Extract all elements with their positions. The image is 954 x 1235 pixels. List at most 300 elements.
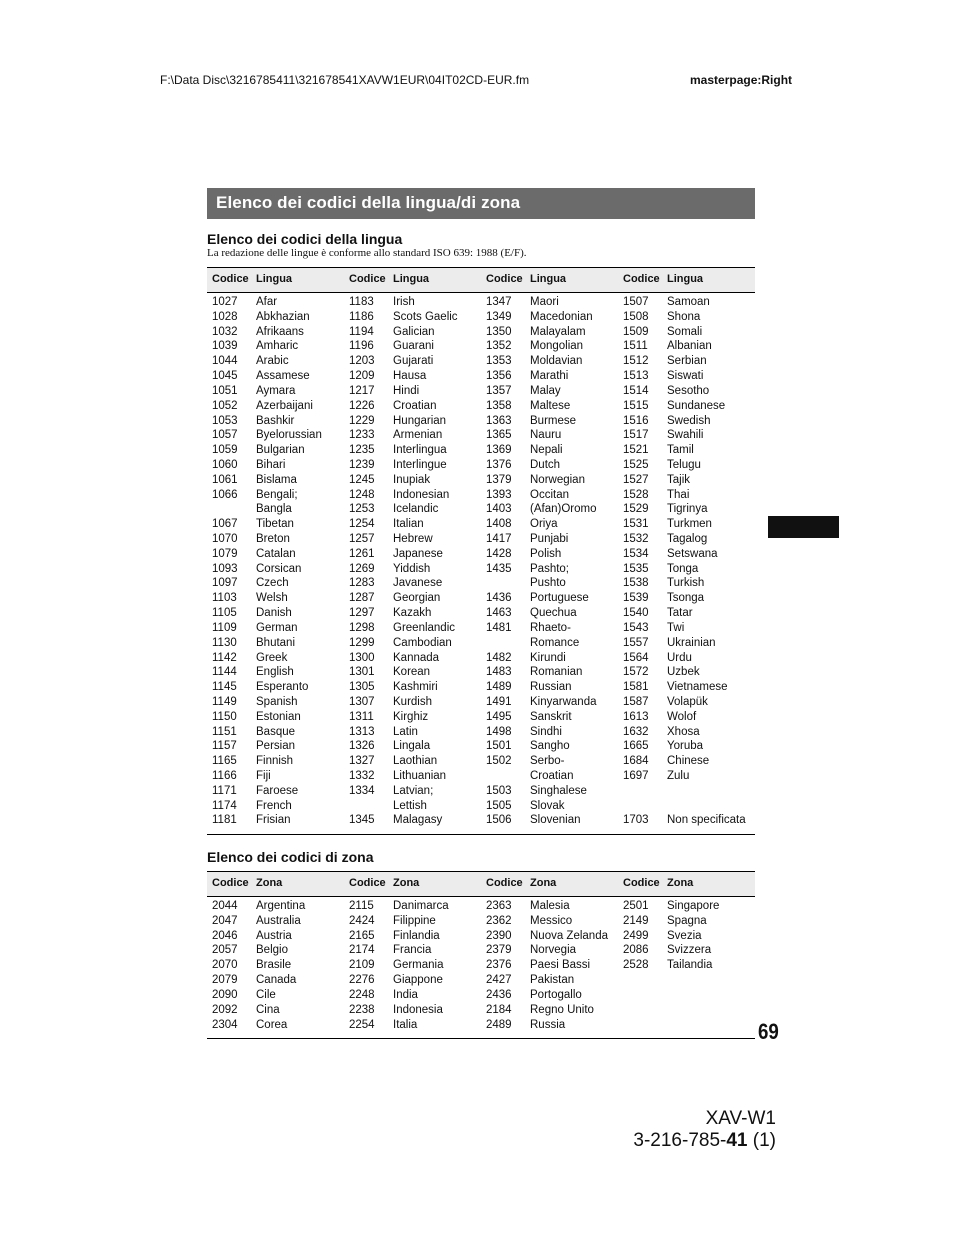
name-cell: Brasile [256,959,292,972]
name-cell: Greenlandic [393,621,456,634]
code-cell: 1564 [623,651,649,664]
name-cell: Regno Unito [530,1003,594,1016]
code-cell: 1347 [486,296,512,308]
code-cell: 1253 [349,503,375,516]
code-cell: 1103 [212,592,237,605]
code-cell: 1463 [486,607,512,620]
code-cell: 1511 [623,340,648,353]
name-cell: Swedish [667,414,711,427]
code-cell: 1217 [349,384,375,397]
code-cell: 1066 [212,488,238,501]
name-cell: Breton [256,533,290,545]
name-cell: Italia [393,1018,418,1031]
name-cell: Corsican [256,562,302,575]
code-cell: 2057 [212,944,238,957]
name-cell: German [256,621,298,634]
column-header-code: Codice [623,877,660,889]
name-cell: Laothian [393,755,438,768]
column-header-name: Zona [393,877,420,889]
code-cell: 1233 [349,429,375,442]
name-cell: Cambodian [393,636,452,649]
code-cell: 1061 [212,473,238,486]
code-cell: 1067 [212,518,238,531]
code-cell: 1428 [486,547,512,560]
code-cell: 1254 [349,518,375,531]
code-cell: 2499 [623,929,649,942]
name-cell: Thai [667,488,690,501]
code-cell: 1150 [212,710,237,723]
code-cell: 1532 [623,533,649,545]
code-cell: 1269 [349,562,375,575]
code-cell: 1363 [486,414,512,427]
code-cell: 1572 [623,666,649,679]
name-cell: Yiddish [393,562,431,575]
name-cell: Filippine [393,914,436,927]
code-cell: 1345 [349,814,375,827]
code-cell: 1514 [623,384,649,397]
name-cell: Bengali; [256,488,298,501]
code-cell: 1327 [349,755,375,768]
name-cell: Bulgarian [256,444,305,457]
name-cell: Singhalese [530,784,587,797]
name-cell: Tajik [667,473,691,486]
name-cell: English [256,666,294,679]
code-cell: 1057 [212,429,238,442]
code-cell: 1538 [623,577,649,590]
code-cell: 1613 [623,710,649,723]
name-cell: Danimarca [393,900,449,912]
code-cell: 1144 [212,666,237,679]
code-cell: 2047 [212,914,238,927]
code-cell: 1287 [349,592,375,605]
code-cell: 1531 [623,518,649,531]
code-cell: 2436 [486,988,512,1001]
code-cell: 1535 [623,562,649,575]
name-cell: Singapore [667,900,720,912]
name-cell: Kazakh [393,607,432,620]
name-cell: Argentina [256,900,306,912]
table-top-rule [207,871,755,872]
page-title: Elenco dei codici della lingua/di zona [216,193,521,212]
name-cell: Hebrew [393,533,433,545]
code-cell: 1491 [486,695,512,708]
code-cell: 1245 [349,473,375,486]
name-cell: Afrikaans [256,325,304,338]
code-cell: 1261 [349,547,375,560]
name-cell: Sangho [530,740,570,753]
code-cell: 1203 [349,355,375,368]
code-cell: 1052 [212,399,238,412]
name-cell: Frisian [256,814,291,827]
code-cell: 1508 [623,310,649,323]
name-cell: Tailandia [667,959,713,972]
language-code-table [207,267,755,835]
name-cell: Occitan [530,488,569,501]
name-cell: Maori [530,296,559,308]
code-cell: 1525 [623,458,649,471]
code-cell: 1181 [212,814,237,827]
model-name: XAV-W1 [705,1108,776,1129]
name-cell: Paesi Bassi [530,959,591,972]
language-section-heading: Elenco dei codici della lingua [207,231,403,247]
code-cell: 2046 [212,929,238,942]
code-cell: 1060 [212,458,238,471]
code-cell: 1301 [349,666,375,679]
name-cell: Malay [530,384,561,397]
name-cell: Pakistan [530,974,575,987]
code-cell: 2276 [349,974,375,987]
table-top-rule [207,267,755,268]
name-cell: Cile [256,988,276,1001]
name-cell: Twi [667,621,685,634]
code-cell: 1517 [623,429,649,442]
code-cell: 1142 [212,651,237,664]
code-cell: 1369 [486,444,512,457]
code-cell: 2092 [212,1003,238,1016]
code-cell: 2165 [349,929,375,942]
column-header-name: Lingua [393,273,430,285]
name-cell: Francia [393,944,432,957]
name-cell: Icelandic [393,503,439,516]
name-cell: Tonga [667,562,699,575]
column-header-code: Codice [349,273,386,285]
name-cell: Germania [393,959,444,972]
name-cell: Shona [667,310,701,323]
name-cell: Abkhazian [256,310,310,323]
code-cell: 1059 [212,444,238,457]
name-cell: Fiji [256,770,271,782]
code-cell: 1529 [623,503,649,516]
name-cell: Interlingue [393,458,447,471]
column-header-name: Lingua [667,273,704,285]
name-cell: Urdu [667,651,692,664]
code-cell: 1495 [486,710,512,723]
name-cell: Russia [530,1018,566,1031]
code-cell: 1299 [349,636,375,649]
name-cell: Tsonga [667,592,705,605]
column-header-name: Zona [667,877,694,889]
name-cell: Zulu [667,770,690,782]
column-header-code: Codice [349,877,386,889]
name-cell: Russian [530,681,572,694]
name-cell: Marathi [530,370,569,383]
name-cell: Estonian [256,710,301,723]
code-cell: 2528 [623,959,649,972]
name-cell: Tatar [667,607,693,620]
masterpage-label: masterpage:Right [690,73,793,87]
name-cell: Dutch [530,458,561,471]
name-cell: Persian [256,740,295,753]
name-cell: French [256,799,292,812]
code-cell: 1515 [623,399,649,412]
code-cell: 1557 [623,636,649,649]
code-cell: 1053 [212,414,238,427]
name-cell: Georgian [393,592,441,605]
name-cell: Sindhi [530,725,562,738]
code-cell: 1300 [349,651,375,664]
name-cell: Guarani [393,340,434,353]
name-cell: Burmese [530,414,577,427]
code-cell: 1166 [212,770,237,782]
name-cell: Somali [667,325,703,338]
name-cell: Pashto; [530,562,569,575]
code-cell: 1283 [349,577,375,590]
code-cell: 2149 [623,914,649,927]
name-cell: Hungarian [393,414,447,427]
code-cell: 2115 [349,900,374,912]
code-cell: 1298 [349,621,375,634]
name-cell: Romance [530,636,580,649]
code-cell: 2363 [486,900,512,912]
name-cell: Korean [393,666,431,679]
code-cell: 1352 [486,340,512,353]
name-cell: Greek [256,651,288,664]
code-cell: 1482 [486,651,512,664]
code-cell: 1313 [349,725,375,738]
name-cell: Welsh [256,592,288,605]
code-cell: 1032 [212,325,238,338]
name-cell: Finnish [256,755,294,768]
name-cell: Maltese [530,399,571,412]
name-cell: Kannada [393,651,440,664]
name-cell: Hindi [393,384,420,397]
name-cell: Macedonian [530,310,593,323]
code-cell: 2376 [486,959,512,972]
page-number: 69 [758,1019,779,1044]
name-cell: Czech [256,577,289,590]
column-header-name: Zona [530,877,557,889]
code-cell: 1248 [349,488,375,501]
name-cell: Croatian [530,770,574,782]
name-cell: Giappone [393,974,443,987]
name-cell: Italian [393,518,424,531]
name-cell: Faroese [256,784,299,797]
code-cell: 1349 [486,310,512,323]
code-cell: 1174 [212,799,237,812]
code-cell: 2086 [623,944,649,957]
name-cell: Turkish [667,577,705,590]
name-cell: Svezia [667,929,702,942]
name-cell: Kashmiri [393,681,438,694]
code-cell: 1257 [349,533,375,545]
code-cell: 1521 [623,444,649,457]
file-path-header: F:\Data Disc\3216785411\321678541XAVW1EUR\04IT02CD-EUR.fm [160,73,530,87]
name-cell: Polish [530,547,562,560]
name-cell: Xhosa [667,725,700,738]
name-cell: Quechua [530,607,577,620]
code-cell: 1356 [486,370,512,383]
table-header-rule [207,292,755,293]
code-cell: 1665 [623,740,649,753]
name-cell: Canada [256,974,297,987]
name-cell: Cina [256,1003,280,1016]
name-cell: Serbian [667,355,707,368]
name-cell: Afar [256,296,278,308]
code-cell: 1326 [349,740,375,753]
name-cell: Vietnamese [667,681,728,694]
name-cell: Bashkir [256,414,295,427]
name-cell: Bihari [256,458,286,471]
name-cell: Finlandia [393,929,440,942]
name-cell: Lettish [393,799,427,812]
name-cell: Tibetan [256,518,294,531]
name-cell: India [393,988,418,1001]
name-cell: Rhaeto- [530,621,571,634]
name-cell: Austria [256,929,292,942]
code-cell: 1171 [212,784,237,797]
name-cell: Danish [256,607,292,620]
code-cell: 1334 [349,784,375,797]
name-cell: Aymara [256,384,296,397]
code-cell: 2174 [349,944,375,957]
code-cell: 1357 [486,384,512,397]
part-number-suffix: (1) [747,1130,776,1151]
code-cell: 1311 [349,710,374,723]
code-cell: 1079 [212,547,238,560]
name-cell: Slovenian [530,814,581,827]
code-cell: 1183 [349,296,374,308]
name-cell: Malagasy [393,814,443,827]
name-cell: Tigrinya [667,503,708,516]
code-cell: 1365 [486,429,512,442]
name-cell: Belgio [256,944,288,957]
code-cell: 1151 [212,725,237,738]
name-cell: Romanian [530,666,583,679]
code-cell: 2109 [349,959,375,972]
column-header-code: Codice [212,877,249,889]
name-cell: Tamil [667,444,694,457]
name-cell: Spanish [256,695,298,708]
code-cell: 1539 [623,592,649,605]
code-cell: 1027 [212,296,238,308]
code-cell: 1145 [212,681,237,694]
name-cell: Portuguese [530,592,589,605]
part-number-prefix: 3-216-785- [633,1130,727,1151]
code-cell: 1051 [212,384,238,397]
code-cell: 1481 [486,621,512,634]
code-cell: 1513 [623,370,649,383]
code-cell: 1105 [212,607,237,620]
code-cell: 2254 [349,1018,375,1031]
code-cell: 1501 [486,740,512,753]
code-cell: 1498 [486,725,512,738]
name-cell: Croatian [393,399,437,412]
code-cell: 1109 [212,621,237,634]
column-header-code: Codice [623,273,660,285]
name-cell: Kinyarwanda [530,695,597,708]
column-header-code: Codice [212,273,249,285]
code-cell: 1044 [212,355,238,368]
name-cell: Kurdish [393,695,432,708]
name-cell: Japanese [393,547,443,560]
name-cell: Kirundi [530,651,566,664]
zone-section-heading: Elenco dei codici di zona [207,849,374,865]
code-cell: 1196 [349,340,374,353]
code-cell: 1379 [486,473,512,486]
name-cell: Pushto [530,577,566,590]
name-cell: Irish [393,296,415,308]
name-cell: Non specificata [667,814,746,827]
code-cell: 1505 [486,799,512,812]
name-cell: Esperanto [256,681,309,694]
name-cell: Arabic [256,355,289,368]
code-cell: 2070 [212,959,238,972]
code-cell: 2424 [349,914,375,927]
name-cell: Inupiak [393,473,431,486]
code-cell: 1435 [486,562,512,575]
name-cell: Scots Gaelic [393,310,458,323]
code-cell: 1376 [486,458,512,471]
code-cell: 1632 [623,725,649,738]
name-cell: Yoruba [667,740,704,753]
code-cell: 2044 [212,900,238,912]
name-cell: Telugu [667,458,701,471]
name-cell: Nepali [530,444,563,457]
name-cell: Indonesia [393,1003,443,1016]
title-bar [207,188,755,219]
name-cell: Chinese [667,755,710,768]
table-bottom-rule [207,1038,755,1039]
name-cell: Malayalam [530,325,586,338]
code-cell: 1307 [349,695,375,708]
name-cell: Messico [530,914,573,927]
name-cell: Corea [256,1018,288,1031]
column-header-name: Lingua [530,273,567,285]
name-cell: Sesotho [667,384,710,397]
code-cell: 1093 [212,562,238,575]
code-cell: 2501 [623,900,649,912]
code-cell: 2248 [349,988,375,1001]
code-cell: 1540 [623,607,649,620]
code-cell: 1417 [486,533,512,545]
name-cell: Byelorussian [256,429,322,442]
name-cell: Turkmen [667,518,712,531]
code-cell: 1483 [486,666,512,679]
code-cell: 1130 [212,636,237,649]
code-cell: 1581 [623,681,649,694]
name-cell: Armenian [393,429,443,442]
name-cell: Lingala [393,740,431,753]
code-cell: 1186 [349,310,374,323]
code-cell: 1165 [212,755,237,768]
code-cell: 2390 [486,929,512,942]
code-cell: 1194 [349,325,374,338]
code-cell: 1587 [623,695,649,708]
name-cell: Kirghiz [393,710,429,723]
name-cell: Basque [256,725,296,738]
table-bottom-rule [207,834,755,835]
name-cell: Spagna [667,914,707,927]
zone-code-table [207,871,755,1039]
name-cell: Portogallo [530,988,582,1001]
name-cell: Galician [393,325,435,338]
table-header-rule [207,896,755,897]
code-cell: 1403 [486,503,512,516]
name-cell: Albanian [667,340,712,353]
code-cell: 1506 [486,814,512,827]
code-cell: 1516 [623,414,649,427]
code-cell: 2362 [486,914,512,927]
name-cell: Bangla [256,503,292,516]
code-cell: 1045 [212,370,238,383]
code-cell: 1226 [349,399,375,412]
name-cell: Siswati [667,370,704,383]
name-cell: Nauru [530,429,562,442]
column-header-name: Lingua [256,273,293,285]
name-cell: Bislama [256,473,297,486]
name-cell: Punjabi [530,533,569,545]
code-cell: 1353 [486,355,512,368]
